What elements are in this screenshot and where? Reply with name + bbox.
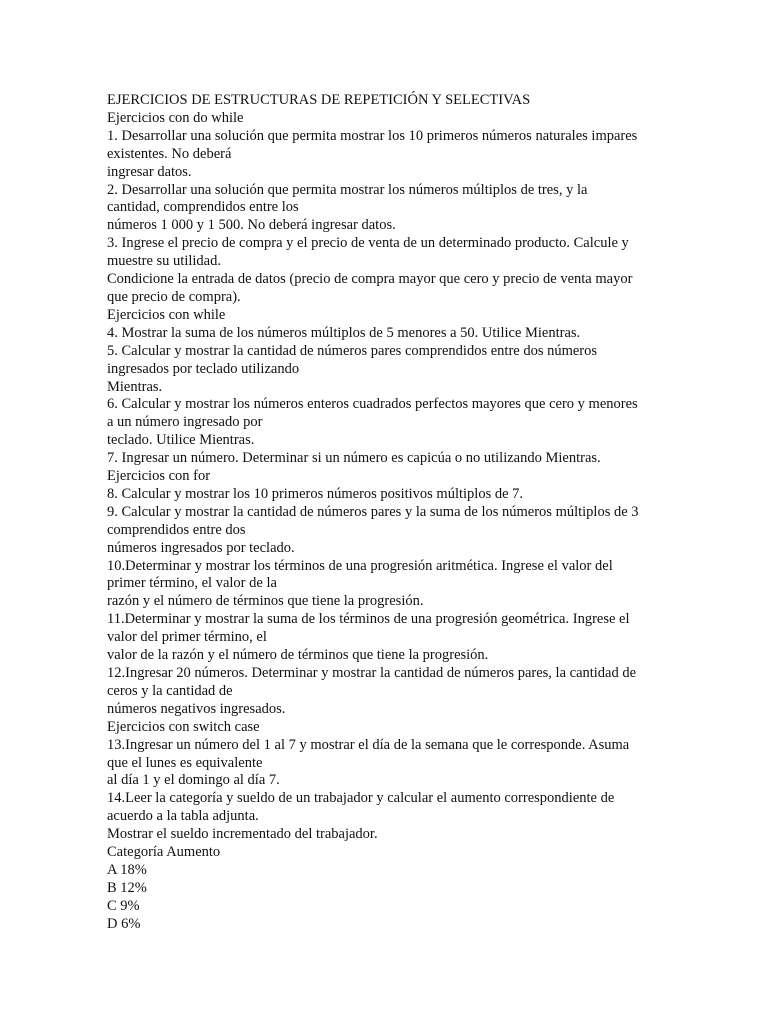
exercise-10-line-1: 10.Determinar y mostrar los términos de una progresión aritmética. Ingrese el valor del [107, 557, 613, 574]
exercise-7-line-1: 7. Ingresar un número. Determinar si un número es capicúa o no utilizando Mientras. [107, 450, 601, 467]
exercise-12-line-1: 12.Ingresar 20 números. Determinar y mostrar la cantidad de números pares, la cantidad de [107, 665, 637, 681]
exercise-14-line-2: acuerdo a la tabla adjunta. [107, 808, 259, 825]
exercise-14-line-3: Mostrar el sueldo incrementado del trabajador. [107, 826, 378, 843]
exercise-3-line-1: 3. Ingrese el precio de compra y el precio de venta de un determinado producto. Calcule y [107, 235, 629, 252]
exercise-12-line-3: números negativos ingresados. [107, 700, 286, 717]
exercise-6-line-3: teclado. Utilice Mientras. [107, 432, 255, 449]
exercise-13-line-3: al día 1 y el domingo al día 7. [107, 772, 280, 789]
exercise-9-line-3: números ingresados por teclado. [107, 539, 295, 556]
table-row-c: C 9% [107, 897, 140, 914]
exercise-2-line-2: cantidad, comprendidos entre los [107, 199, 299, 216]
exercise-3-line-4: que precio de compra). [107, 288, 241, 305]
exercise-8-line-1: 8. Calcular y mostrar los 10 primeros números positivos múltiplos de 7. [107, 485, 524, 502]
section-heading-while: Ejercicios con while [107, 306, 226, 323]
exercise-1-line-1: 1. Desarrollar una solución que permita mostrar los 10 primeros números naturales impares [107, 127, 638, 144]
exercise-3-line-3: Condicione la entrada de datos (precio de compra mayor que cero y precio de venta mayor [107, 271, 633, 288]
section-heading-for: Ejercicios con for [107, 468, 211, 485]
exercise-14-line-1: 14.Leer la categoría y sueldo de un trabajador y calcular el aumento correspondiente de [107, 790, 615, 807]
exercise-3-line-2: muestre su utilidad. [107, 253, 221, 270]
exercise-12-line-2: ceros y la cantidad de [107, 682, 233, 699]
document-title: EJERCICIOS DE ESTRUCTURAS DE REPETICIÓN Y SELECTIVAS [107, 92, 531, 108]
exercise-2-line-1: 2. Desarrollar una solución que permita mostrar los números múltiplos de tres, y la [107, 181, 588, 198]
exercise-4-line-1: 4. Mostrar la suma de los números múltiplos de 5 menores a 50. Utilice Mientras. [107, 324, 581, 341]
exercise-10-line-3: razón y el número de términos que tiene la progresión. [107, 593, 424, 610]
exercise-5-line-3: Mientras. [107, 378, 163, 395]
document-page [107, 92, 667, 934]
exercise-6-line-2: a un número ingresado por [107, 414, 263, 431]
exercise-11-line-3: valor de la razón y el número de términos que tiene la progresión. [107, 647, 489, 664]
table-header: Categoría Aumento [107, 844, 221, 861]
table-row-b: B 12% [107, 879, 147, 896]
exercise-1-line-2: existentes. No deberá [107, 145, 232, 162]
exercise-1-line-3: ingresar datos. [107, 163, 192, 180]
exercise-11-line-1: 11.Determinar y mostrar la suma de los términos de una progresión geométrica. Ingrese el [107, 611, 630, 628]
table-row-d: D 6% [107, 915, 141, 932]
exercise-2-line-3: números 1 000 y 1 500. No deberá ingresar datos. [107, 217, 396, 234]
exercise-5-line-2: ingresados por teclado utilizando [107, 360, 300, 377]
exercise-10-line-2: primer término, el valor de la [107, 575, 277, 592]
exercise-11-line-2: valor del primer término, el [107, 629, 267, 646]
exercise-9-line-2: comprendidos entre dos [107, 521, 246, 538]
exercise-13-line-2: que el lunes es equivalente [107, 754, 263, 771]
exercise-5-line-1: 5. Calcular y mostrar la cantidad de números pares comprendidos entre dos números [107, 342, 598, 359]
table-row-a: A 18% [107, 861, 147, 878]
section-heading-do-while: Ejercicios con do while [107, 109, 244, 126]
exercise-9-line-1: 9. Calcular y mostrar la cantidad de números pares y la suma de los números múltiplos de 3 [107, 503, 639, 520]
exercise-6-line-1: 6. Calcular y mostrar los números enteros cuadrados perfectos mayores que cero y menores [107, 396, 638, 413]
section-heading-switch-case: Ejercicios con switch case [107, 718, 260, 735]
exercise-13-line-1: 13.Ingresar un número del 1 al 7 y mostrar el día de la semana que le corresponde. Asuma [107, 736, 630, 753]
